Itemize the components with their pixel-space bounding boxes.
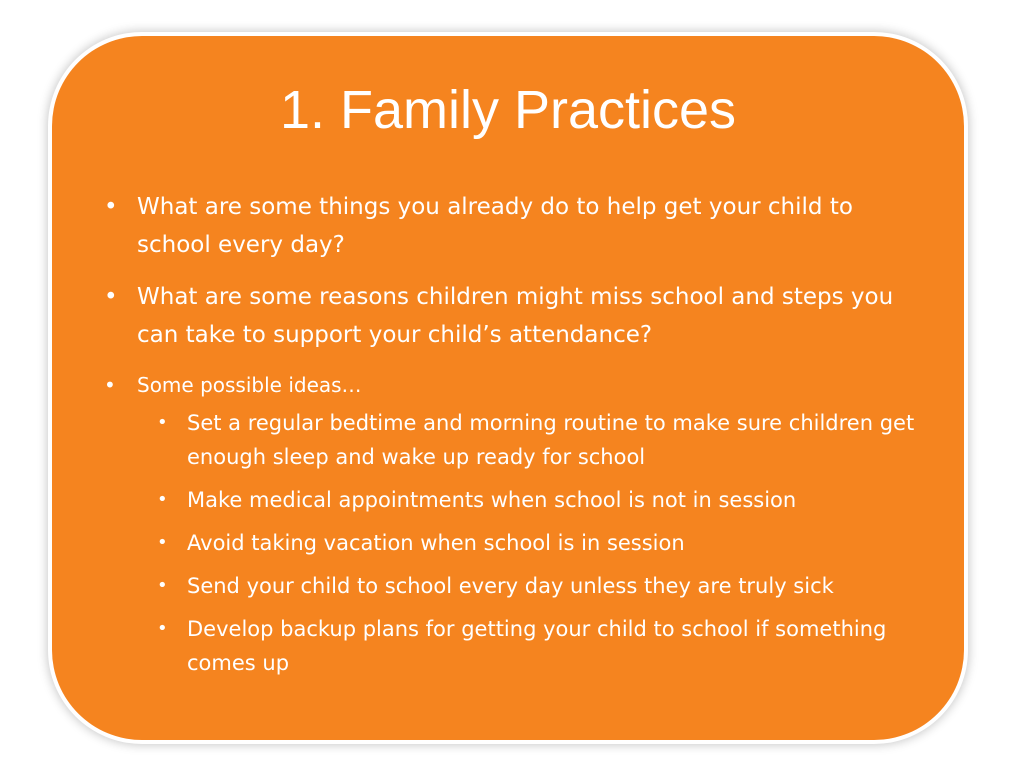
sub-bullet-text: Send your child to school every day unless they are truly sick [187,574,834,598]
slide-card [52,36,964,740]
slide-content [100,188,930,689]
slide-title: 1. Family Practices [279,80,737,140]
bullet-text: Some possible ideas… [137,373,362,397]
sub-bullet-list [137,406,930,680]
bullet-list [100,188,930,680]
sub-bullet-text: Make medical appointments when school is not in session [187,488,797,512]
sub-bullet-text: Develop backup plans for getting your child to school if something comes up [187,617,887,675]
sub-bullet-item [137,406,930,474]
sub-bullet-item [137,483,930,517]
bullet-text: What are some reasons children might miss school and steps you can take to support your child’s attendance? [137,284,894,348]
sub-bullet-item [137,526,930,560]
sub-bullet-text: Set a regular bedtime and morning routine to make sure children get enough sleep and wake up ready for school [187,411,915,469]
bullet-item [100,188,930,264]
bullet-item [100,278,930,354]
sub-bullet-text: Avoid taking vacation when school is in session [187,531,685,555]
sub-bullet-item [137,612,930,680]
bullet-item [100,368,930,680]
sub-bullet-item [137,569,930,603]
bullet-text: What are some things you already do to help get your child to school every day? [137,194,853,258]
